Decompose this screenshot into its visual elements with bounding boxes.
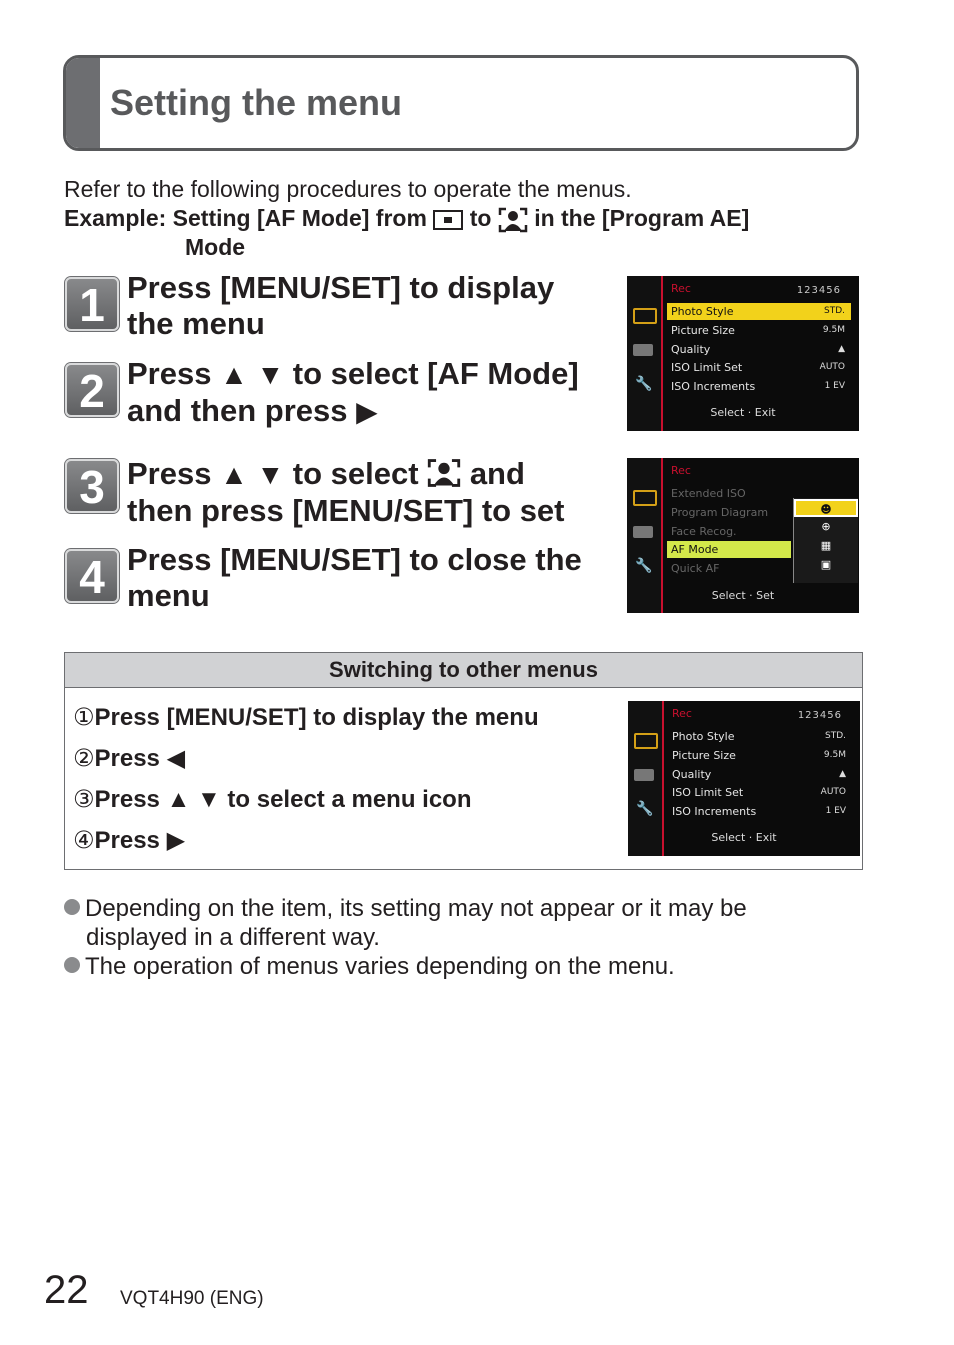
menu-row: Photo Style STD.: [672, 730, 846, 743]
screen-footer: Select · Exit: [711, 831, 777, 844]
page-number: 22: [44, 1268, 89, 1312]
step-1-line-2: the menu: [127, 306, 265, 341]
switch-step-1: ①Press [MENU/SET] to display the menu: [73, 704, 539, 731]
multi-area-option: ▦: [820, 539, 832, 552]
step-number-1: 1: [65, 277, 119, 331]
camera-screen-menu: [627, 276, 859, 431]
setup-tab-icon: [633, 526, 653, 538]
menu-row: Photo Style STD.: [667, 303, 851, 320]
screen-footer: Select · Exit: [710, 406, 776, 419]
note-2-line-1: The operation of menus varies depending on the menu.: [85, 953, 675, 980]
menu-row-af-mode: AF Mode: [667, 541, 791, 558]
up-arrow-icon: ▲: [220, 359, 248, 390]
title-banner: [63, 55, 859, 151]
step-number-3: 3: [65, 459, 119, 513]
menu-row: ISO Increments 1 EV: [672, 805, 846, 818]
face-detection-icon: [427, 458, 461, 488]
single-area-af-icon: [433, 209, 463, 231]
note-1-line-1: Depending on the item, its setting may not appear or it may be: [85, 895, 747, 922]
switching-menus-box: [64, 652, 863, 870]
title-accent-bar: [66, 58, 100, 148]
step-4-line-2: menu: [127, 578, 210, 613]
example-suffix: in the [Program AE]: [534, 205, 750, 231]
face-detection-option: ☻: [794, 499, 858, 517]
example-line: [64, 205, 749, 233]
step-4-line-1: Press [MENU/SET] to close the: [127, 542, 582, 577]
menu-row: Face Recog.: [671, 525, 737, 538]
setup-tab-icon: [633, 344, 653, 356]
tracking-option: ⊕: [821, 520, 831, 533]
right-arrow-icon: ▶: [356, 396, 378, 427]
step-2-line-2: [127, 393, 579, 430]
rec-label: Rec: [671, 464, 691, 477]
intro-text: Refer to the following procedures to operate the menus.: [64, 176, 632, 202]
switch-step-4: ④Press ▶: [73, 827, 186, 854]
step-number-4: 4: [65, 549, 119, 603]
up-arrow-icon: ▲: [220, 459, 248, 490]
note-1-line-2: displayed in a different way.: [86, 924, 380, 951]
step-3-select: to select: [292, 456, 419, 491]
menu-row: Quality ▲: [671, 343, 845, 356]
menu-row: ISO Increments 1 EV: [671, 380, 845, 393]
rec-tab-icon: [633, 308, 657, 324]
page-indicator: 123456: [796, 285, 841, 296]
down-arrow-icon: ▼: [256, 359, 285, 390]
switch-step-2: ②Press ◀: [73, 745, 186, 772]
menu-row: Quick AF: [671, 562, 720, 575]
step-1-line-1: Press [MENU/SET] to display: [127, 270, 555, 305]
note-1: [64, 894, 747, 952]
note-2: [64, 952, 675, 981]
switching-header: Switching to other menus: [65, 653, 862, 688]
step-3-and: and: [469, 456, 525, 491]
step-3-press: Press: [127, 456, 212, 491]
bullet-icon: [64, 899, 80, 915]
switch-step-3: ③Press ▲ ▼ to select a menu icon: [73, 786, 472, 813]
menu-row: Picture Size 9.5M: [672, 749, 846, 762]
camera-screen-af-mode: [627, 458, 859, 613]
menu-row: Quality ▲: [672, 768, 846, 781]
page-title: Setting the menu: [110, 82, 403, 123]
wrench-icon: 🔧: [635, 376, 653, 392]
rec-label: Rec: [671, 282, 691, 295]
down-arrow-icon: ▼: [256, 459, 285, 490]
screen-footer: Select · Set: [711, 589, 775, 602]
af-mode-submenu: [793, 498, 858, 583]
step-2-then-press: and then press: [127, 393, 348, 428]
step-2-text: [127, 356, 579, 430]
example-prefix: Example: Setting [AF Mode] from: [64, 205, 427, 231]
step-4-text: [127, 542, 582, 614]
step-2-press: Press: [127, 356, 212, 391]
camera-screen-menu-small: [628, 701, 860, 856]
step-number-2: 2: [65, 363, 119, 417]
menu-row: Extended ISO: [671, 487, 746, 500]
rec-tab-icon: [634, 733, 658, 749]
step-2-select: to select [AF Mode]: [292, 356, 579, 391]
document-code: VQT4H90 (ENG): [120, 1288, 264, 1309]
step-3-line-2: then press [MENU/SET] to set: [127, 493, 565, 528]
menu-row: ISO Limit Set AUTO: [671, 361, 845, 374]
menu-row: Program Diagram: [671, 506, 769, 519]
step-1-text: [127, 270, 554, 342]
rec-label: Rec: [672, 707, 692, 720]
example-to: to: [469, 205, 492, 231]
step-3-line-1: [127, 456, 565, 493]
setup-tab-icon: [634, 769, 654, 781]
rec-tab-icon: [633, 490, 657, 506]
bullet-icon: [64, 957, 80, 973]
page-indicator: 123456: [797, 710, 842, 721]
menu-row: Picture Size 9.5M: [671, 324, 845, 337]
example-line-2: Mode: [185, 234, 246, 260]
menu-row: ISO Limit Set AUTO: [672, 786, 846, 799]
step-3-text: [127, 456, 565, 529]
step-2-line-1: [127, 356, 579, 393]
face-detection-icon: [498, 207, 528, 233]
single-area-option: ▣: [820, 558, 832, 571]
wrench-icon: 🔧: [635, 558, 653, 574]
wrench-icon: 🔧: [636, 801, 654, 817]
